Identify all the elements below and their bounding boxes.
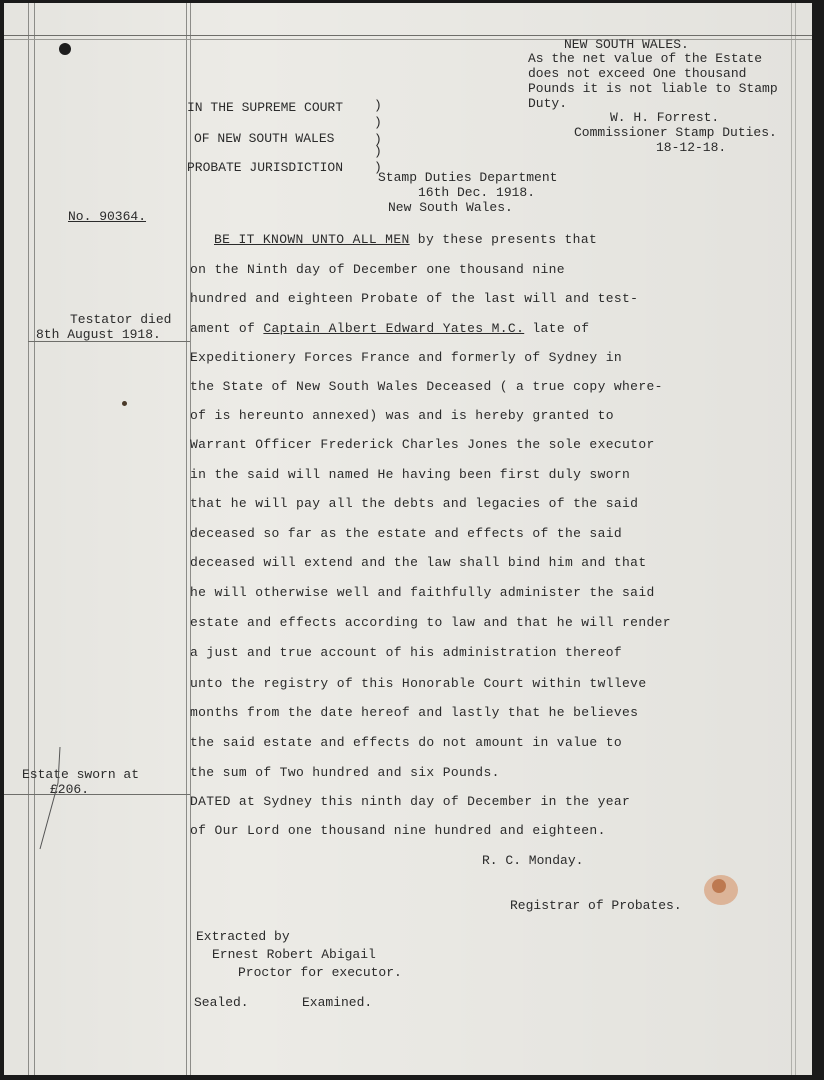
probate-number: No. 90364.: [68, 209, 147, 224]
estate-sworn-value: £206.: [50, 782, 90, 797]
left-margin-rule-2: [34, 3, 35, 1075]
registrar-name: R. C. Monday.: [482, 853, 584, 868]
registrar-title: Registrar of Probates.: [510, 898, 682, 913]
body-line-5: Expeditionery Forces France and formerly of Sydney in: [190, 350, 623, 365]
body-line-10: that he will pay all the debts and legacies of the said: [190, 496, 639, 511]
top-rule: [4, 35, 812, 36]
svg-text:): ): [374, 144, 382, 159]
punch-hole-mark: [59, 43, 71, 55]
ink-spot: [122, 401, 127, 406]
stain-core: [712, 879, 726, 893]
body-line-1: [214, 232, 597, 247]
body-line-1-rest: by these presents that: [409, 232, 598, 247]
examined-label: Examined.: [302, 995, 373, 1010]
body-line-14: estate and effects according to law and that he will render: [190, 615, 671, 630]
svg-text:): ): [374, 160, 382, 175]
court-brace: [372, 95, 386, 179]
body-line-6: the State of New South Wales Deceased ( a true copy where-: [190, 379, 663, 394]
body-line-2: on the Ninth day of December one thousand nine: [190, 262, 565, 277]
body-opening: BE IT KNOWN UNTO ALL MEN: [214, 232, 410, 247]
body-line-8: Warrant Officer Frederick Charles Jones the sole executor: [190, 437, 655, 452]
testator-name: Captain Albert Edward Yates M.C.: [263, 321, 525, 336]
body-line-4-pre: ament of: [190, 321, 264, 336]
svg-text:): ): [374, 132, 382, 147]
department-date: 16th Dec. 1918.: [418, 185, 536, 200]
body-line-17: months from the date hereof and lastly that he believes: [190, 705, 639, 720]
body-line-15: a just and true account of his administration thereof: [190, 645, 623, 660]
left-margin-rule: [28, 3, 29, 1075]
extracted-line-1: Extracted by: [196, 929, 290, 944]
stamp-note-line-4: Pounds it is not liable to Stamp: [528, 81, 778, 96]
body-line-3: hundred and eighteen Probate of the last will and test-: [190, 291, 639, 306]
svg-text:): ): [374, 115, 382, 130]
stamp-note-signatory: W. H. Forrest.: [610, 110, 720, 125]
body-line-21: of Our Lord one thousand nine hundred and eighteen.: [190, 823, 606, 838]
stamp-note-title: Commissioner Stamp Duties.: [574, 125, 777, 140]
body-line-7: of is hereunto annexed) was and is hereby granted to: [190, 408, 614, 423]
extracted-line-3: Proctor for executor.: [238, 965, 402, 980]
body-line-18: the said estate and effects do not amount in value to: [190, 735, 623, 750]
stamp-note-line-2: As the net value of the Estate: [528, 51, 763, 66]
sealed-label: Sealed.: [194, 995, 249, 1010]
estate-sworn-label: Estate sworn at: [22, 767, 140, 782]
stamp-note-line-3: does not exceed One thousand: [528, 66, 747, 81]
body-line-12: deceased will extend and the law shall bind him and that: [190, 555, 647, 570]
department-place: New South Wales.: [388, 200, 513, 215]
stamp-note-line-5: Duty.: [528, 96, 568, 111]
body-line-16: unto the registry of this Honorable Court within twlleve: [190, 676, 647, 691]
court-line-2: OF NEW SOUTH WALES: [194, 131, 335, 146]
pencil-stroke: [28, 743, 68, 853]
body-line-4-post: late of: [524, 321, 590, 336]
svg-text:): ): [374, 98, 382, 113]
body-line-13: he will otherwise well and faithfully administer the said: [190, 585, 655, 600]
stamp-note-line-1: NEW SOUTH WALES.: [564, 37, 689, 52]
body-line-19: the sum of Two hundred and six Pounds.: [190, 765, 500, 780]
body-line-9: in the said will named He having been first duly sworn: [190, 467, 631, 482]
top-rule-2: [4, 39, 812, 40]
body-line-11: deceased so far as the estate and effects of the said: [190, 526, 623, 541]
department-name: Stamp Duties Department: [378, 170, 558, 185]
court-line-1: IN THE SUPREME COURT: [187, 100, 344, 115]
extracted-line-2: Ernest Robert Abigail: [212, 947, 376, 962]
right-margin-rule-2: [795, 3, 796, 1075]
testator-died-label: Testator died: [70, 312, 172, 327]
body-line-20: DATED at Sydney this ninth day of December in the year: [190, 794, 631, 809]
testator-died-date: 8th August 1918.: [36, 327, 161, 342]
stamp-note-date: 18-12-18.: [656, 140, 727, 155]
body-line-4: [190, 321, 589, 336]
court-line-3: PROBATE JURISDICTION: [187, 160, 344, 175]
right-margin-rule: [791, 3, 792, 1075]
probate-document-page: [4, 3, 812, 1075]
